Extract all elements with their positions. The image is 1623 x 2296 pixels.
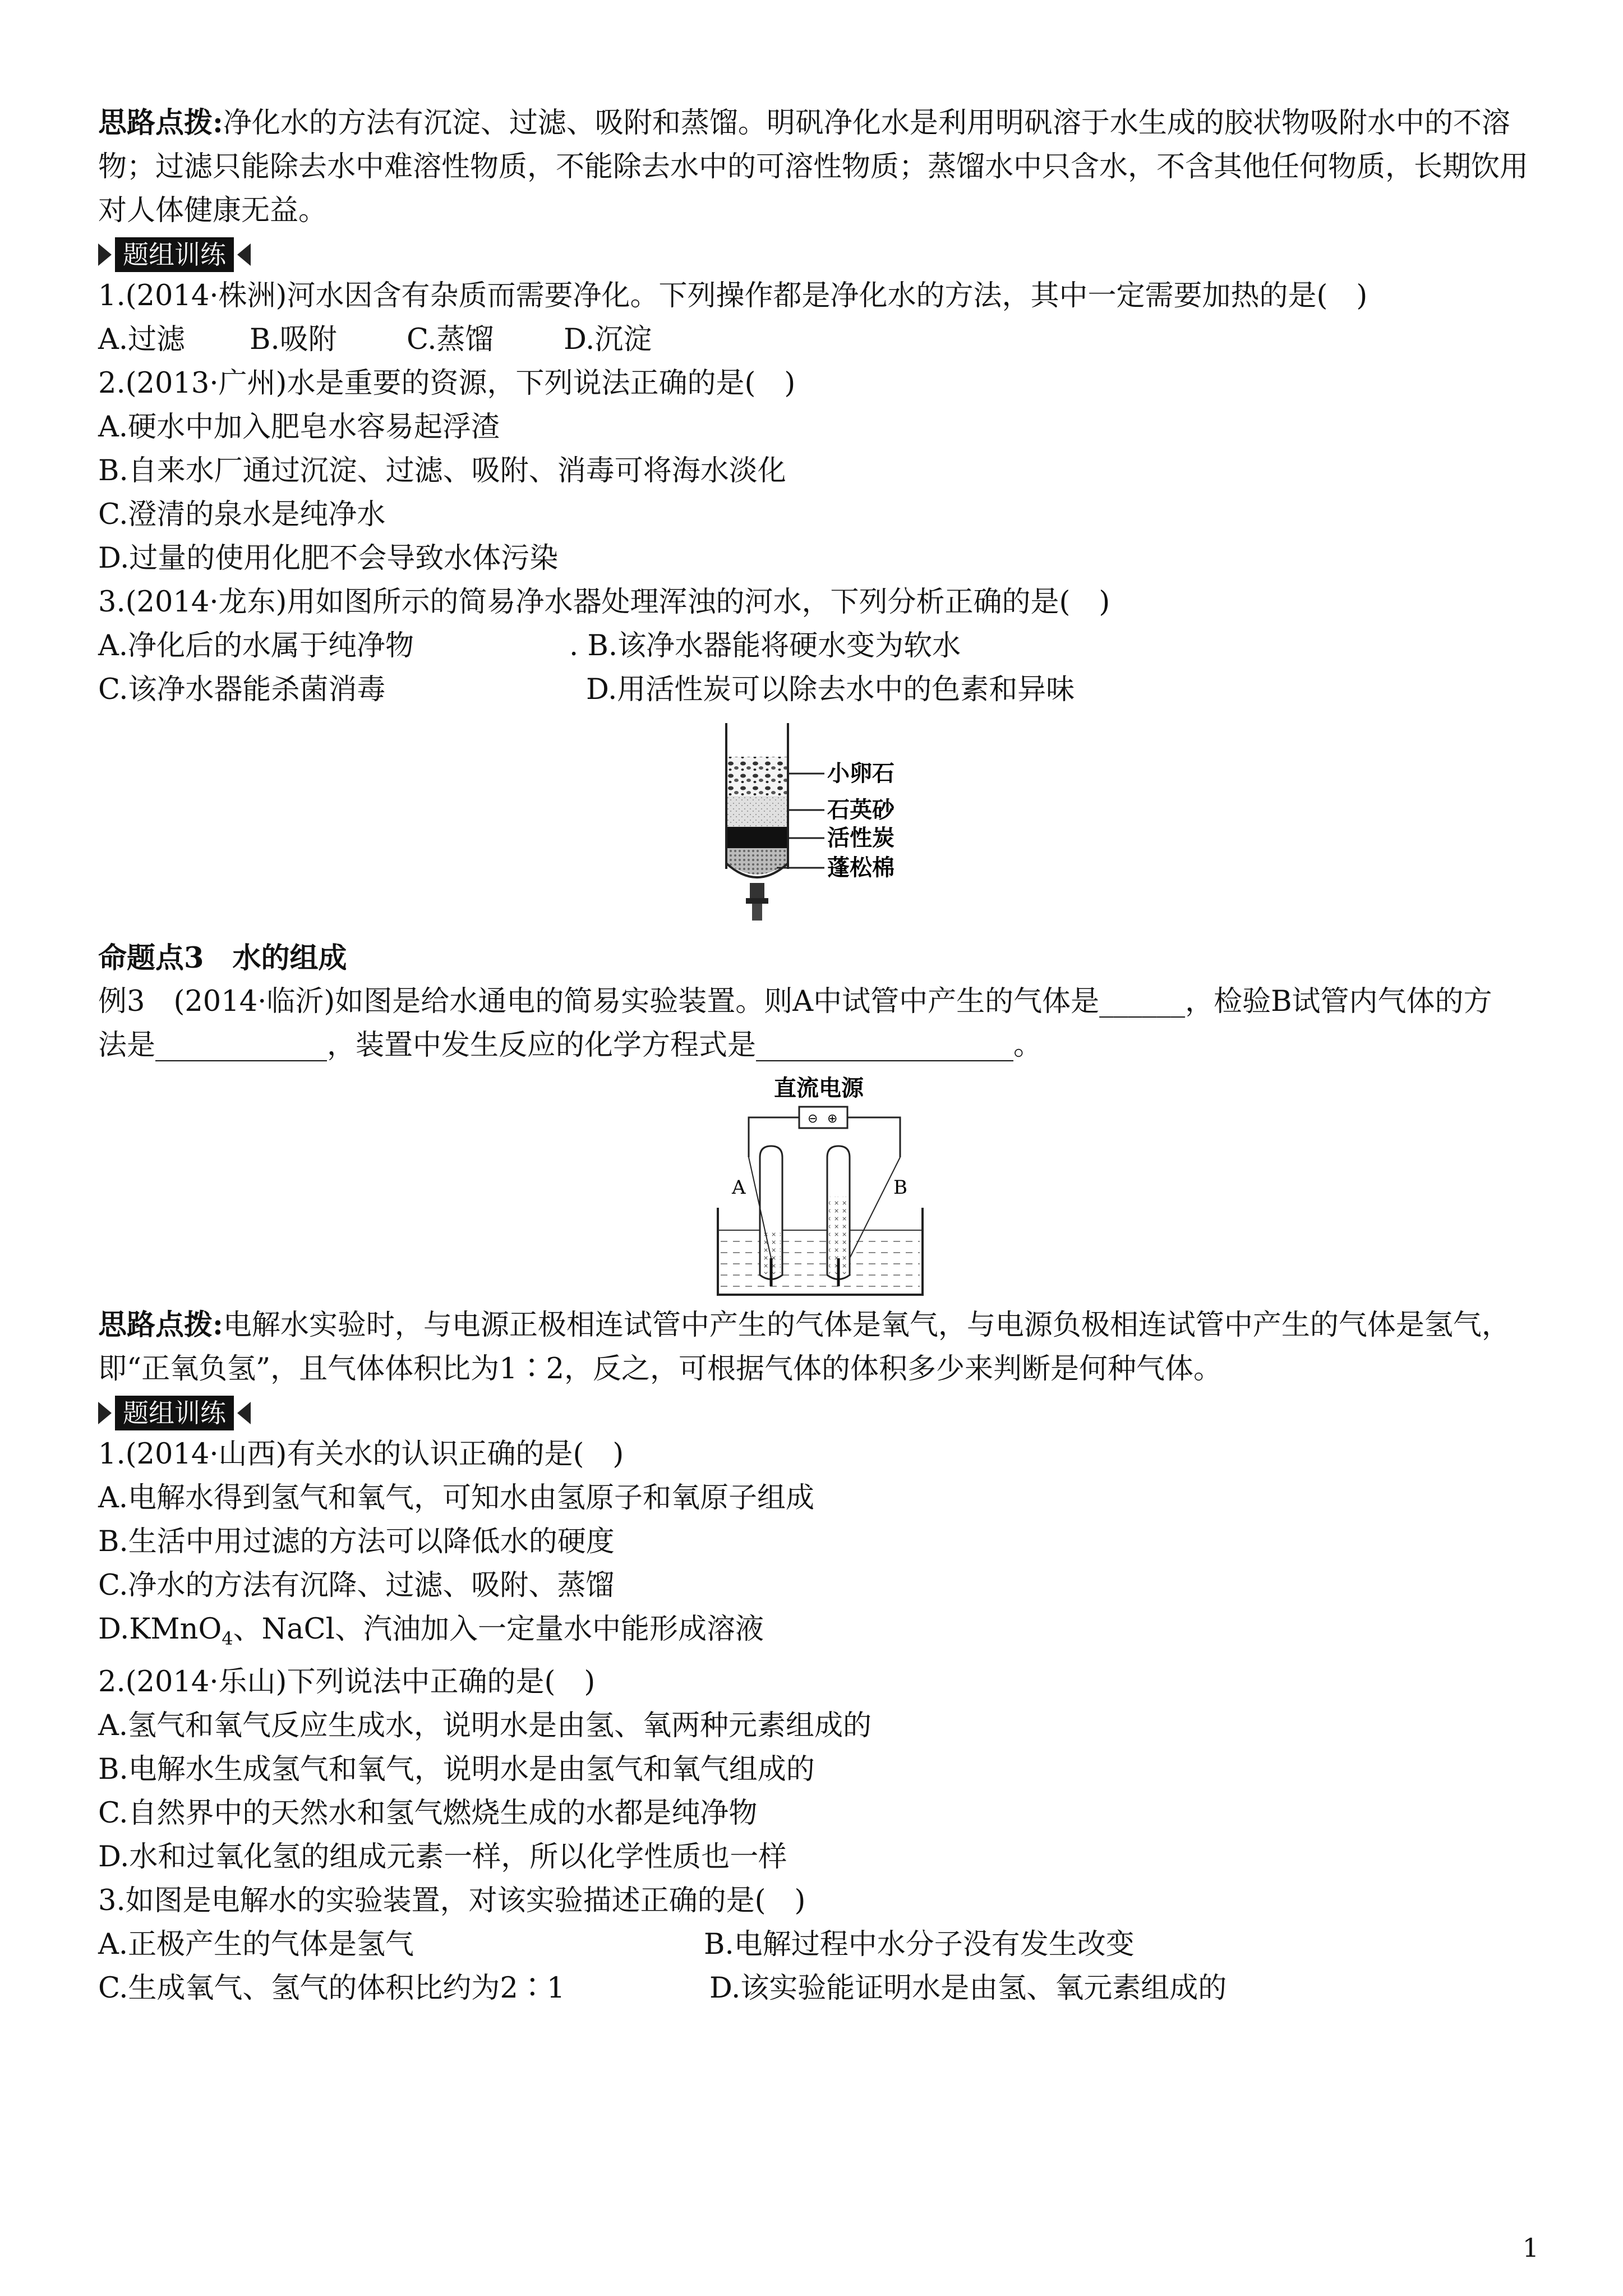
tip-line: 即“正氧负氢”，且气体体积比为1∶2，反之，可根据气体的体积多少来判断是何种气体。 xyxy=(98,1352,1223,1386)
svg-text:⊖: ⊖ xyxy=(808,1112,818,1126)
option: C.自然界中的天然水和氢气燃烧生成的水都是纯净物 xyxy=(98,1797,758,1830)
option: C.澄清的泉水是纯净水 xyxy=(98,498,386,531)
water-filter-figure xyxy=(715,723,939,931)
electrolysis-figure xyxy=(715,1073,928,1297)
option: D.过量的使用化肥不会导致水体污染 xyxy=(98,542,559,575)
filter-label-pebbles: 小卵石 xyxy=(827,761,895,786)
tip-line: 对人体健康无益。 xyxy=(98,194,328,227)
filter-label-cotton: 蓬松棉 xyxy=(827,855,895,881)
tip-label: 思路点拨: xyxy=(98,1308,223,1342)
options-row: A.净化后的水属于纯净物 . B.该净水器能将硬水变为软水 xyxy=(98,629,961,662)
question-stem: 1.(2014·山西)有关水的认识正确的是( ) xyxy=(98,1438,624,1471)
options-row: A.过滤 B.吸附 C.蒸馏 D.沉淀 xyxy=(98,323,652,356)
example-line: 例3 (2014·临沂)如图是给水通电的简易实验装置。则A中试管中产生的气体是______，检验B试管内气体的方 xyxy=(98,985,1492,1018)
filter-label-carbon: 活性炭 xyxy=(827,825,895,851)
page-number: 1 xyxy=(1522,2233,1539,2263)
options-row: C.该净水器能杀菌消毒 D.用活性炭可以除去水中的色素和异味 xyxy=(98,673,1075,706)
option: D.KMnO$_4$、NaCl、汽油加入一定量水中能形成溶液 xyxy=(98,1613,764,1650)
exercise-banner: 题组训练 xyxy=(98,1397,251,1429)
question-stem: 1.(2014·株洲)河水因含有杂质而需要净化。下列操作都是净化水的方法，其中一定需要加热的是( ) xyxy=(98,279,1368,312)
option: A.电解水得到氢气和氧气，可知水由氢原子和氧原子组成 xyxy=(98,1481,815,1515)
tube-b-label: B xyxy=(893,1176,907,1199)
question-stem: 3.(2014·龙东)用如图所示的简易净水器处理浑浊的河水，下列分析正确的是( ) xyxy=(98,586,1110,619)
question-stem: 2.(2014·乐山)下列说法中正确的是( ) xyxy=(98,1665,596,1699)
arrow-right-icon xyxy=(98,243,112,266)
question-stem: 3.如图是电解水的实验装置，对该实验描述正确的是( ) xyxy=(98,1884,806,1918)
option: C.净水的方法有沉降、过滤、吸附、蒸馏 xyxy=(98,1569,615,1602)
arrow-left-icon xyxy=(237,1402,251,1424)
tip-label: 思路点拨: xyxy=(98,106,223,140)
power-label: 直流电源 xyxy=(774,1075,864,1101)
document-page xyxy=(98,101,1539,2010)
filter-label-sand: 石英砂 xyxy=(827,797,895,823)
options-row: C.生成氧气、氢气的体积比约为2∶1 D.该实验能证明水是由氢、氧元素组成的 xyxy=(98,1972,1227,2005)
svg-text:⊕: ⊕ xyxy=(827,1112,838,1126)
option: A.硬水中加入肥皂水容易起浮渣 xyxy=(98,411,500,444)
option: B.电解水生成氢气和氧气，说明水是由氢气和氧气组成的 xyxy=(98,1753,815,1787)
option: B.生活中用过滤的方法可以降低水的硬度 xyxy=(98,1525,615,1558)
example-line: 法是____________，装置中发生反应的化学方程式是__________________。 xyxy=(98,1029,1043,1062)
arrow-right-icon xyxy=(98,1402,112,1424)
exercise-banner: 题组训练 xyxy=(98,238,251,271)
question-stem: 2.(2013·广州)水是重要的资源，下列说法正确的是( ) xyxy=(98,367,796,400)
option: B.自来水厂通过沉淀、过滤、吸附、消毒可将海水淡化 xyxy=(98,454,786,487)
tip-line: 物；过滤只能除去水中难溶性物质，不能除去水中的可溶性物质；蒸馏水中只含水，不含其他任何物质，长期饮用 xyxy=(98,150,1529,183)
tip-line: 思路点拨:电解水实验时，与电源正极相连试管中产生的气体是氧气，与电源负极相连试管中产生的气体是氢气， xyxy=(98,1308,1510,1342)
section-heading: 命题点3 水的组成 xyxy=(98,941,347,975)
tip-line: 思路点拨:净化水的方法有沉淀、过滤、吸附和蒸馏。明矾净化水是利用明矾溶于水生成的胶状物吸附水中的不溶 xyxy=(98,106,1510,140)
option: D.水和过氧化氢的组成元素一样，所以化学性质也一样 xyxy=(98,1841,787,1874)
option: A.氢气和氧气反应生成水，说明水是由氢、氧两种元素组成的 xyxy=(98,1709,872,1743)
options-row: A.正极产生的气体是氢气 B.电解过程中水分子没有发生改变 xyxy=(98,1928,1135,1962)
tube-a-label: A xyxy=(732,1176,746,1199)
arrow-left-icon xyxy=(237,243,251,266)
